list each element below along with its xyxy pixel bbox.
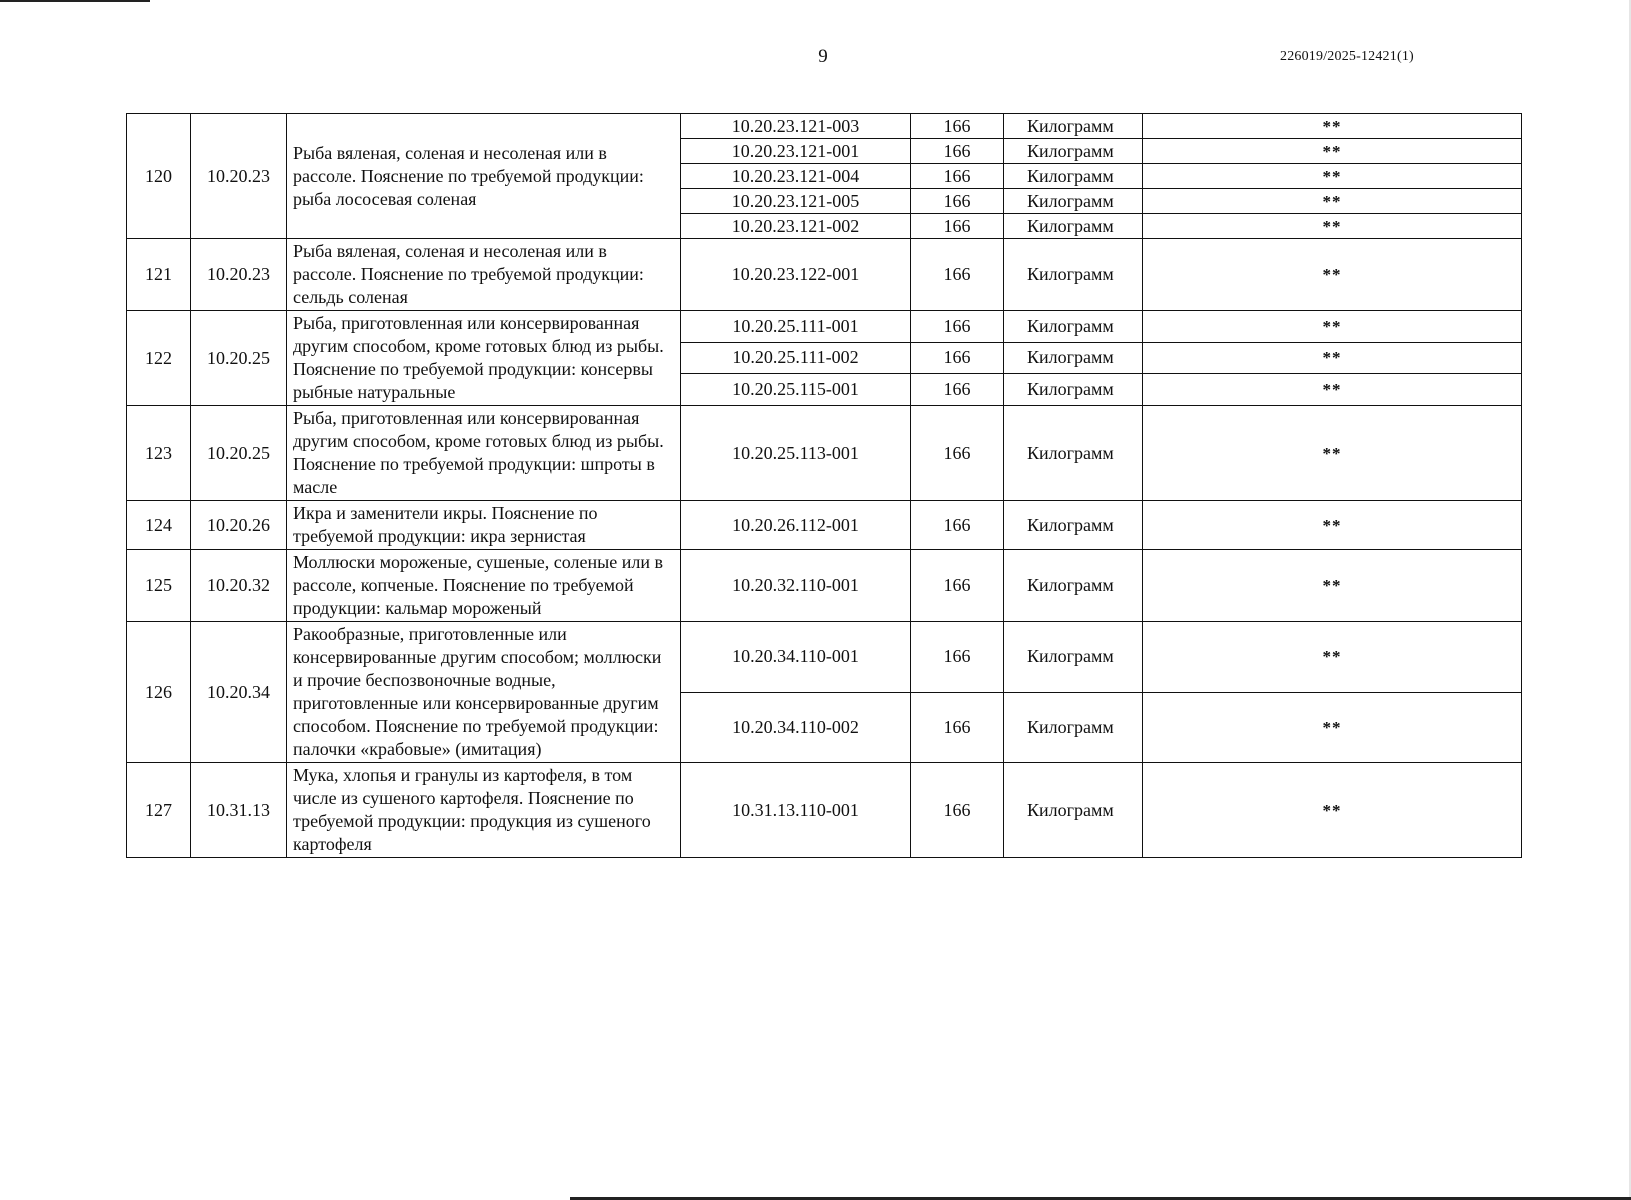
- ktru-code: 10.20.25.111-001: [681, 311, 911, 343]
- okei-code: 166: [911, 622, 1004, 693]
- okpd-code: 10.20.23: [191, 114, 287, 239]
- ktru-code: 10.20.32.110-001: [681, 550, 911, 622]
- ktru-code: 10.20.25.113-001: [681, 406, 911, 501]
- ktru-code: 10.20.23.121-001: [681, 139, 911, 164]
- okei-code: 166: [911, 374, 1004, 406]
- okei-code: 166: [911, 342, 1004, 374]
- product-description: Мука, хлопья и гранулы из картофеля, в том числе из сушеного картофеля. Пояснение по требуемой продукции: продукция из сушеного картофеля: [287, 763, 681, 858]
- extra-mark: **: [1143, 692, 1522, 763]
- ktru-code: 10.20.23.121-004: [681, 164, 911, 189]
- unit-name: Килограмм: [1004, 214, 1143, 239]
- unit-name: Килограмм: [1004, 139, 1143, 164]
- extra-mark: **: [1143, 406, 1522, 501]
- row-number: 127: [127, 763, 191, 858]
- unit-name: Килограмм: [1004, 311, 1143, 343]
- ktru-code: 10.31.13.110-001: [681, 763, 911, 858]
- unit-name: Килограмм: [1004, 189, 1143, 214]
- okei-code: 166: [911, 114, 1004, 139]
- row-number: 122: [127, 311, 191, 406]
- unit-name: Килограмм: [1004, 114, 1143, 139]
- ktru-code: 10.20.23.121-003: [681, 114, 911, 139]
- unit-name: Килограмм: [1004, 239, 1143, 311]
- okei-code: 166: [911, 239, 1004, 311]
- extra-mark: **: [1143, 501, 1522, 550]
- extra-mark: **: [1143, 763, 1522, 858]
- scan-edge-top: [0, 0, 150, 2]
- unit-name: Килограмм: [1004, 342, 1143, 374]
- okpd-code: 10.20.25: [191, 406, 287, 501]
- ktru-code: 10.20.25.111-002: [681, 342, 911, 374]
- row-number: 126: [127, 622, 191, 763]
- product-description: Рыба, приготовленная или консервированная другим способом, кроме готовых блюд из рыбы. Пояснение по требуемой продукции: шпроты в масле: [287, 406, 681, 501]
- okei-code: 166: [911, 164, 1004, 189]
- extra-mark: **: [1143, 139, 1522, 164]
- okei-code: 166: [911, 692, 1004, 763]
- extra-mark: **: [1143, 114, 1522, 139]
- table-row: [127, 763, 1522, 858]
- product-description: Икра и заменители икры. Пояснение по требуемой продукции: икра зернистая: [287, 501, 681, 550]
- extra-mark: **: [1143, 311, 1522, 343]
- ktru-code: 10.20.34.110-001: [681, 622, 911, 693]
- okpd-code: 10.20.23: [191, 239, 287, 311]
- okei-code: 166: [911, 311, 1004, 343]
- okpd-code: 10.31.13: [191, 763, 287, 858]
- row-number: 124: [127, 501, 191, 550]
- unit-name: Килограмм: [1004, 164, 1143, 189]
- product-description: Моллюски мороженые, сушеные, соленые или в рассоле, копченые. Пояснение по требуемой продукции: кальмар мороженый: [287, 550, 681, 622]
- okei-code: 166: [911, 550, 1004, 622]
- table-row: [127, 311, 1522, 343]
- product-description: Рыба вяленая, соленая и несоленая или в рассоле. Пояснение по требуемой продукции: сельдь соленая: [287, 239, 681, 311]
- unit-name: Килограмм: [1004, 692, 1143, 763]
- row-number: 120: [127, 114, 191, 239]
- table-row: [127, 406, 1522, 501]
- table-row: [127, 239, 1522, 311]
- product-description: Ракообразные, приготовленные или консервированные другим способом; моллюски и прочие беспозвоночные водные, приготовленные или консервированные другим способом. Пояснение по требуемой продукции: палочки «крабовые» (имитация): [287, 622, 681, 763]
- row-number: 123: [127, 406, 191, 501]
- unit-name: Килограмм: [1004, 406, 1143, 501]
- ktru-code: 10.20.26.112-001: [681, 501, 911, 550]
- unit-name: Килограмм: [1004, 550, 1143, 622]
- unit-name: Килограмм: [1004, 501, 1143, 550]
- goods-table: [126, 113, 1522, 858]
- ktru-code: 10.20.34.110-002: [681, 692, 911, 763]
- unit-name: Килограмм: [1004, 374, 1143, 406]
- product-description: Рыба, приготовленная или консервированная другим способом, кроме готовых блюд из рыбы. Пояснение по требуемой продукции: консервы рыбные натуральные: [287, 311, 681, 406]
- table-row: [127, 622, 1522, 693]
- extra-mark: **: [1143, 164, 1522, 189]
- row-number: 121: [127, 239, 191, 311]
- okei-code: 166: [911, 189, 1004, 214]
- product-description: Рыба вяленая, соленая и несоленая или в рассоле. Пояснение по требуемой продукции: рыба лососевая соленая: [287, 114, 681, 239]
- table-row: [127, 550, 1522, 622]
- table-row: [127, 114, 1522, 139]
- okei-code: 166: [911, 501, 1004, 550]
- okpd-code: 10.20.32: [191, 550, 287, 622]
- okei-code: 166: [911, 214, 1004, 239]
- extra-mark: **: [1143, 214, 1522, 239]
- document-id: 226019/2025-12421(1): [1280, 49, 1414, 64]
- okei-code: 166: [911, 763, 1004, 858]
- extra-mark: **: [1143, 550, 1522, 622]
- ktru-code: 10.20.25.115-001: [681, 374, 911, 406]
- extra-mark: **: [1143, 374, 1522, 406]
- unit-name: Килограмм: [1004, 763, 1143, 858]
- ktru-code: 10.20.23.122-001: [681, 239, 911, 311]
- table-row: [127, 501, 1522, 550]
- ktru-code: 10.20.23.121-005: [681, 189, 911, 214]
- page-number: 9: [818, 46, 828, 67]
- ktru-code: 10.20.23.121-002: [681, 214, 911, 239]
- okei-code: 166: [911, 406, 1004, 501]
- row-number: 125: [127, 550, 191, 622]
- okpd-code: 10.20.25: [191, 311, 287, 406]
- okei-code: 166: [911, 139, 1004, 164]
- okpd-code: 10.20.34: [191, 622, 287, 763]
- unit-name: Килограмм: [1004, 622, 1143, 693]
- extra-mark: **: [1143, 342, 1522, 374]
- extra-mark: **: [1143, 239, 1522, 311]
- extra-mark: **: [1143, 622, 1522, 693]
- extra-mark: **: [1143, 189, 1522, 214]
- okpd-code: 10.20.26: [191, 501, 287, 550]
